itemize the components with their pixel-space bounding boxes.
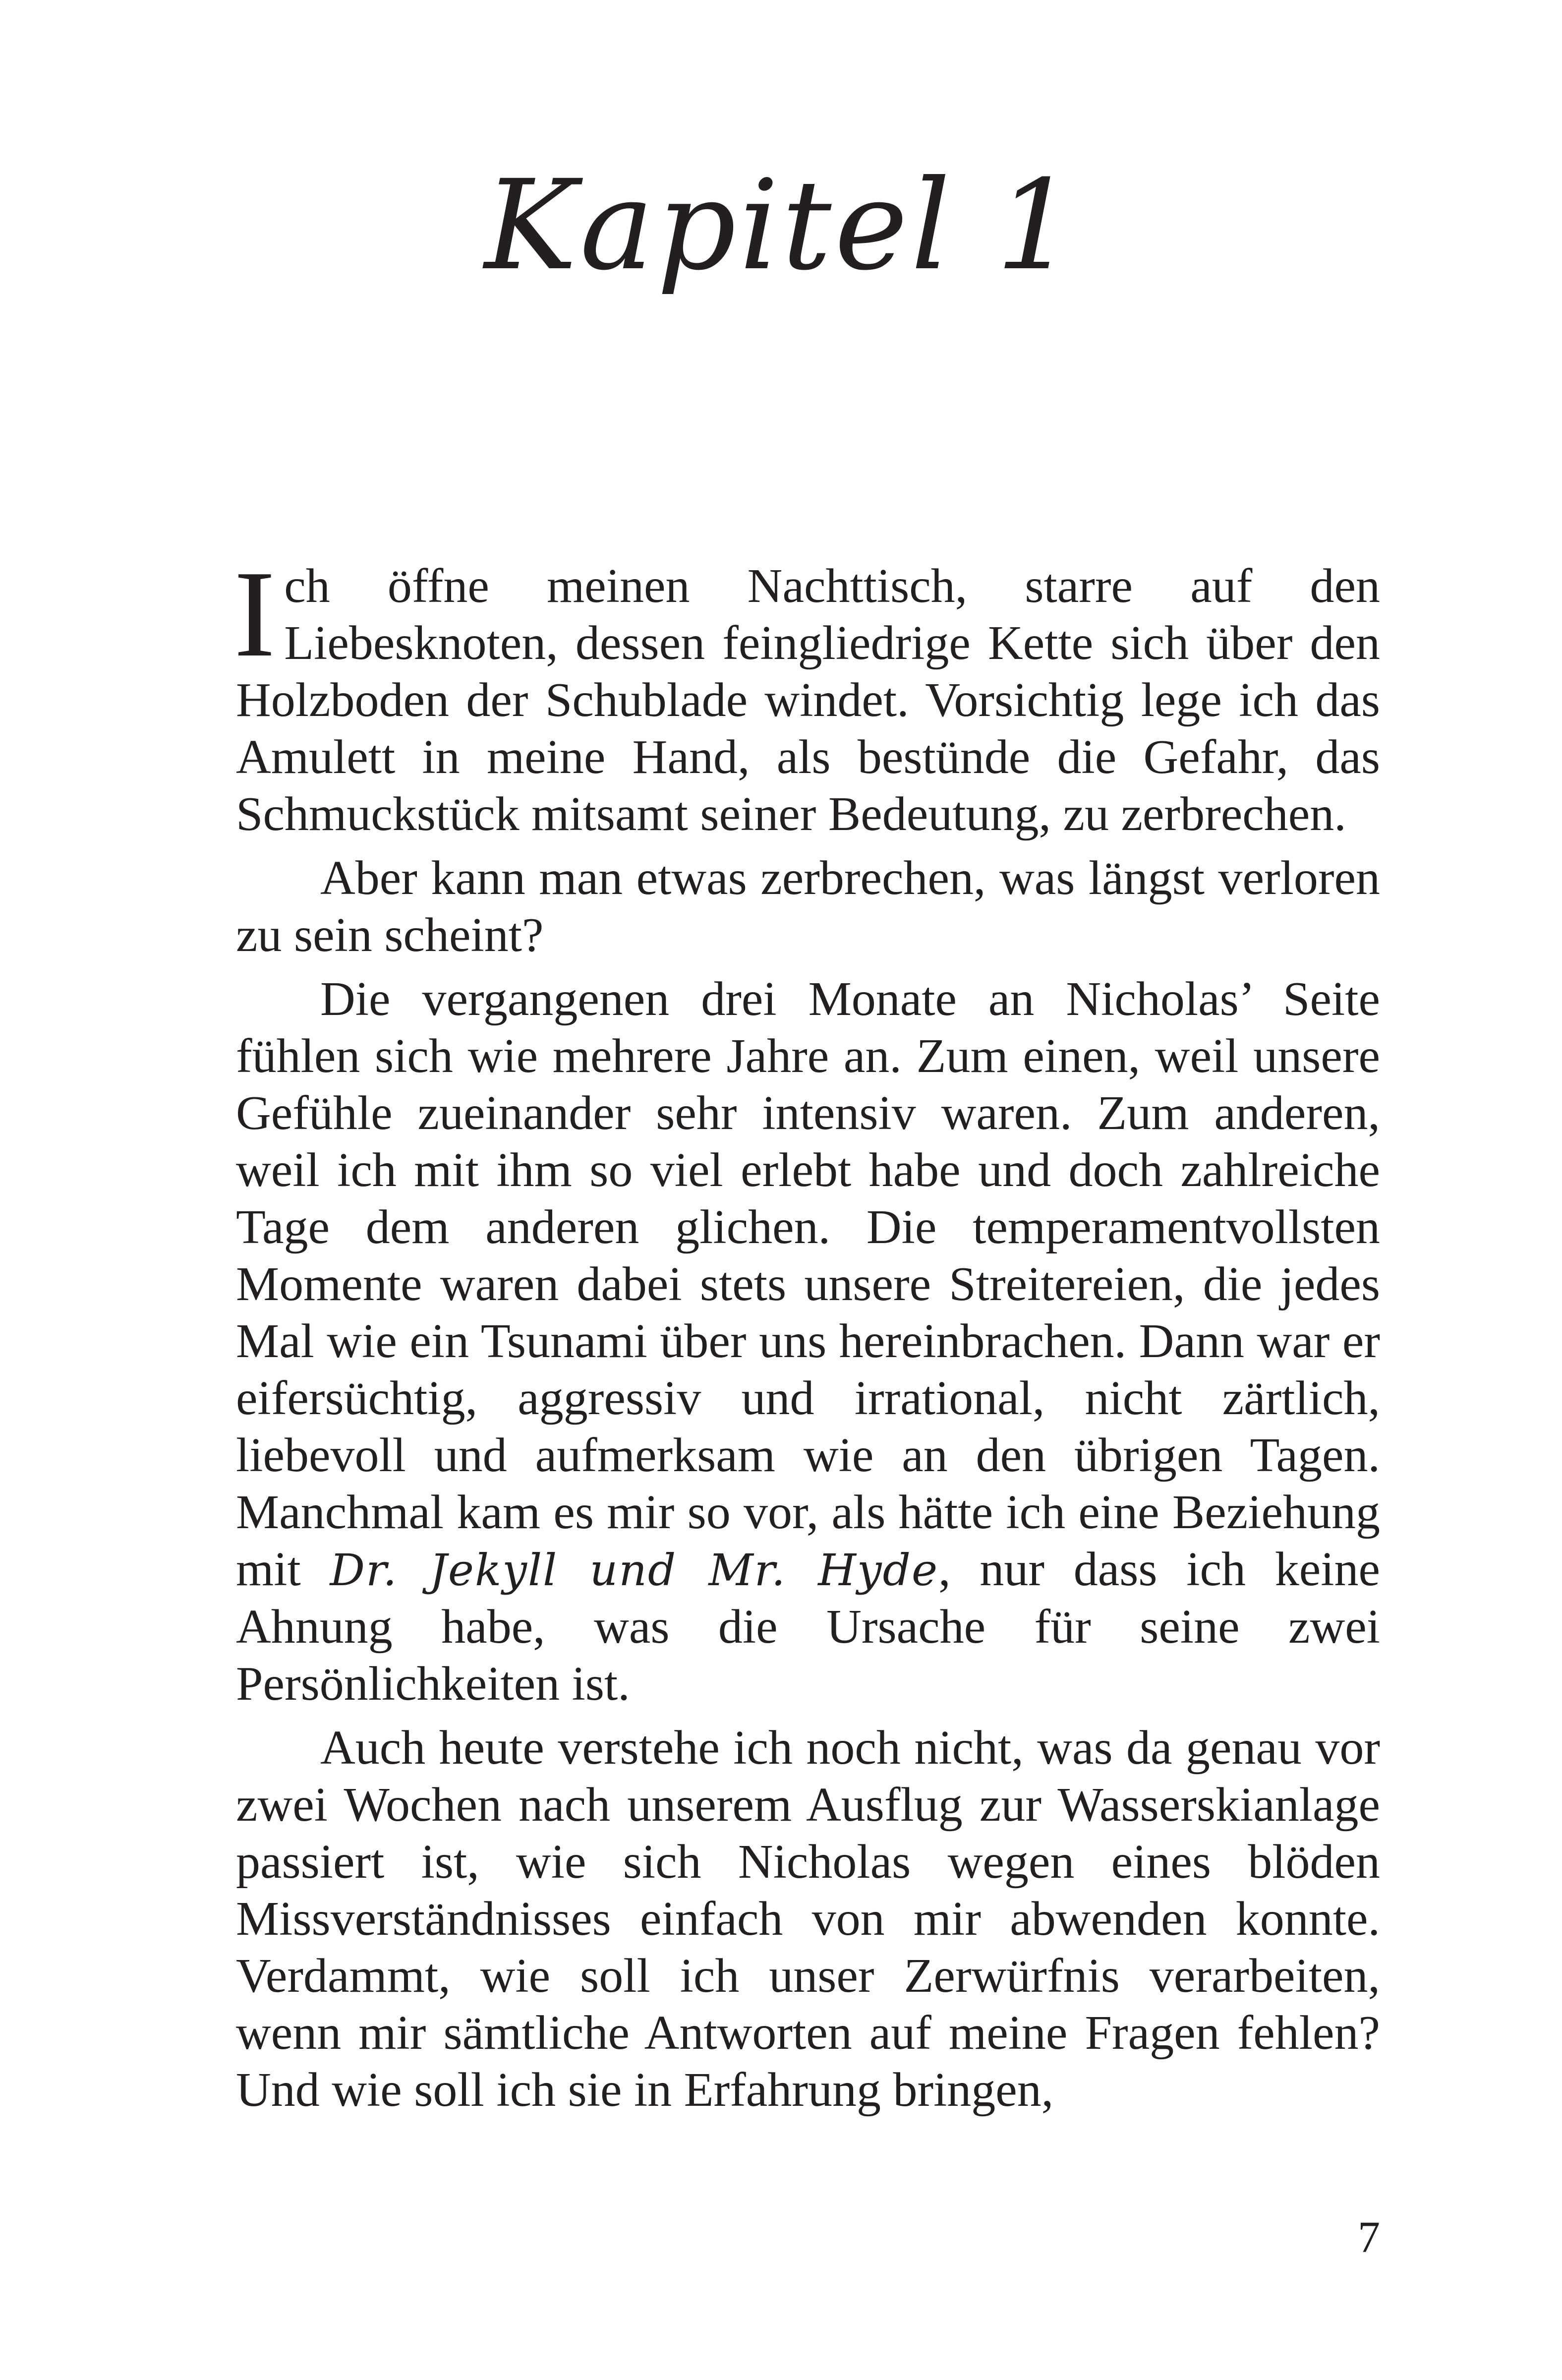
paragraph-2 [236,850,1380,964]
paragraph-1-text: ch öffne meinen Nachttisch, starre auf den Liebesknoten, dessen feingliedrige Kette sich über den Holzboden der Schublade windet. Vorsichtig lege ich das Amulett in meine Hand, als bestünde die Gefahr, das Schmuckstück mitsamt seiner Bedeutung, zu zerbrechen. [236,559,1380,841]
drop-cap: I [234,545,276,683]
paragraph-3 [236,971,1380,1713]
book-title-reference: Dr. Jekyll und Mr. Hyde [330,1545,939,1596]
chapter-body [234,545,1380,2119]
paragraph-1 [234,545,1380,843]
paragraph-4-text: Auch heute verstehe ich noch nicht, was da genau vor zwei Wochen nach unserem Ausflug zur Wasserskianlage passiert ist, wie sich Nicholas wegen eines blöden Missverständnisses einfach von mir abwenden konnte. Verdammt, wie soll ich unser Zerwürfnis verarbeiten, wenn mir sämtliche Antworten auf meine Fragen fehlen? Und wie soll ich sie in Erfahrung bringen, [236,1721,1380,2117]
paragraph-2-text: Aber kann man etwas zerbrechen, was längst verloren zu sein scheint? [236,851,1380,962]
paragraph-3-text-after: , nur dass ich keine Ahnung habe, was die Ursache für seine zwei Persönlichkeiten ist. [236,1543,1380,1711]
chapter-title: Kapitel 1 [484,153,1078,298]
paragraph-4 [236,1720,1380,2119]
page-number: 7 [1358,2213,1380,2262]
paragraph-3-text-before: Die vergangenen drei Monate an Nicholas’ Seite fühlen sich wie mehrere Jahre an. Zum einen, weil unsere Gefühle zueinander sehr intensiv waren. Zum anderen, weil ich mit ihm so viel erlebt habe und doch zahlreiche Tage dem anderen glichen. Die temperamentvollsten Momente waren dabei stets unsere Streitereien, die jedes Mal wie ein Tsunami über uns hereinbrachen. Dann war er eifersüchtig, aggressiv und irrational, nicht zärtlich, liebevoll und aufmerksam wie an den übrigen Tagen. Manchmal kam es mir so vor, als hätte ich eine Beziehung mit [236,972,1380,1596]
